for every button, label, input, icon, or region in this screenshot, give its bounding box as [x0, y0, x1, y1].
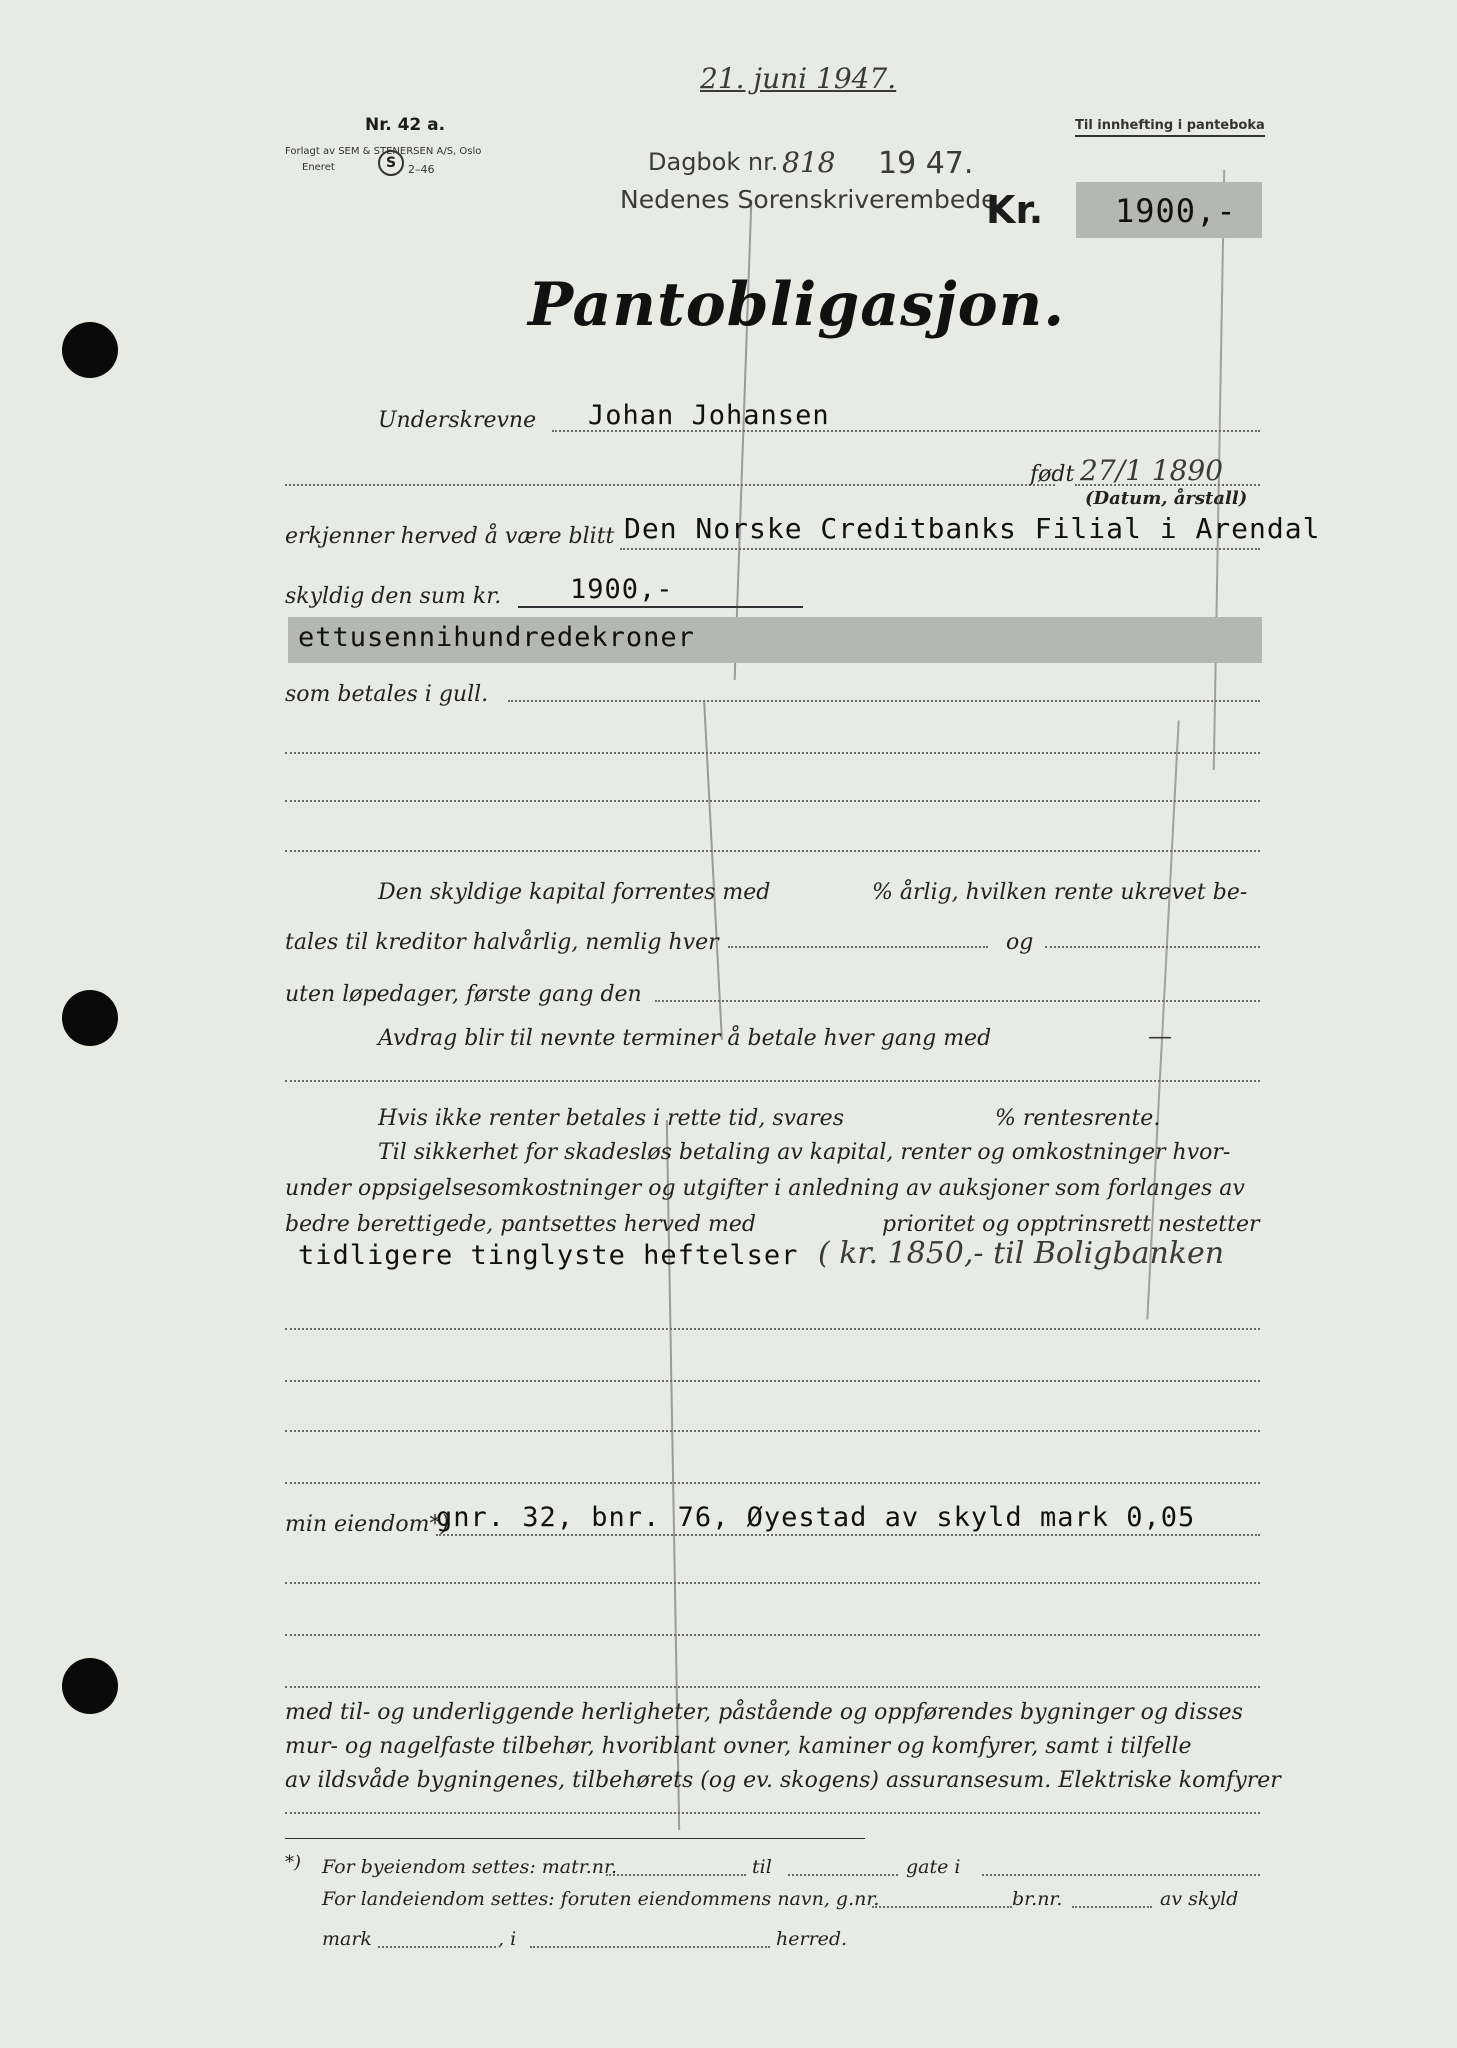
footnote-line2b: br.nr.	[1012, 1888, 1063, 1910]
form-number: Nr. 42 a.	[365, 115, 446, 135]
born-hint: (Datum, årstall)	[1085, 488, 1248, 509]
interest-line7: under oppsigelsesomkostninger og utgifter i anledning av auksjoner som forlanges av	[285, 1176, 1245, 1201]
punch-hole	[62, 322, 118, 378]
dagbok-number: 818	[782, 146, 836, 179]
interest-line2: tales til kreditor halvårlig, nemlig hver	[285, 930, 719, 955]
footnote-mark: *)	[285, 1852, 302, 1873]
document-title: Pantobligasjon.	[528, 270, 1066, 340]
punch-hole	[62, 990, 118, 1046]
footnote-line1c: gate i	[906, 1856, 961, 1878]
office-stamp: Nedenes Sorenskriverembede	[620, 185, 997, 214]
creditor-label: erkjenner herved å være blitt	[285, 524, 615, 549]
footnote-line3c: herred.	[776, 1928, 848, 1950]
property-para1: med til- og underliggende herligheter, påstående og oppførendes bygninger og disses	[285, 1700, 1243, 1725]
publisher-line: Forlagt av SEM & STENERSEN A/S, Oslo	[285, 146, 482, 157]
footnote-line2: For landeiendom settes: foruten eiendommens navn, g.nr.	[322, 1888, 880, 1910]
footnote-line2c: av skyld	[1160, 1888, 1239, 1910]
interest-line5b: % rentesrente.	[995, 1106, 1161, 1131]
property-para2: mur- og nagelfaste tilbehør, hvoriblant ovner, kaminer og komfyrer, samt i tilfelle	[285, 1734, 1192, 1759]
footnote-line3b: , i	[498, 1928, 517, 1950]
sum-label: skyldig den sum kr.	[285, 584, 502, 609]
interest-line1: Den skyldige kapital forrentes med	[378, 880, 771, 905]
footnote-line3: mark	[322, 1928, 372, 1950]
installment-value[interactable]: —	[1148, 1022, 1172, 1050]
footnote-rule	[285, 1838, 865, 1839]
footnote-line1: For byeiendom settes: matr.nr.	[322, 1856, 618, 1878]
sum-value[interactable]: 1900,-	[570, 574, 674, 605]
interest-line6: Til sikkerhet for skadesløs betaling av kapital, renter og omkostninger hvor-	[378, 1140, 1231, 1165]
sum-words[interactable]: ettusennihundredekroner	[298, 622, 695, 653]
dagbok-year: 19 47.	[878, 146, 974, 181]
handwritten-date: 21. juni 1947.	[700, 62, 897, 95]
interest-line3: uten løpedager, første gang den	[285, 982, 642, 1007]
dagbok-label: Dagbok nr.	[648, 148, 779, 176]
born-label: født	[1030, 462, 1075, 487]
undersigned-label: Underskrevne	[378, 408, 537, 433]
property-para3: av ildsvåde bygningenes, tilbehørets (og ev. skogens) assuransesum. Elektriske komfyrer	[285, 1768, 1281, 1793]
priority-handwritten: ( kr. 1850,- til Boligbanken	[818, 1236, 1225, 1271]
property-label: min eiendom*)	[285, 1512, 450, 1537]
paid-label: som betales i gull.	[285, 682, 489, 707]
kr-label: Kr.	[986, 188, 1044, 232]
kr-amount: 1900,-	[1115, 192, 1237, 230]
punch-hole	[62, 1658, 118, 1714]
interest-line8: bedre berettigede, pantsettes herved med	[285, 1212, 756, 1237]
interest-line5: Hvis ikke renter betales i rette tid, svares	[378, 1106, 844, 1131]
property-value[interactable]: gnr. 32, bnr. 76, Øyestad av skyld mark 0,05	[436, 1502, 1196, 1533]
publisher-code: 2–46	[408, 163, 435, 176]
binding-note: Til innhefting i panteboka	[1075, 118, 1265, 137]
creditor-value[interactable]: Den Norske Creditbanks Filial i Arendal	[624, 512, 1321, 545]
publisher-logo-icon: S	[378, 150, 404, 176]
footnote-line1b: til	[752, 1856, 772, 1878]
interest-line8b: prioritet og opptrinsrett nestetter	[882, 1212, 1260, 1237]
interest-line4: Avdrag blir til nevnte terminer å betale hver gang med	[378, 1026, 992, 1051]
interest-og: og	[1006, 930, 1034, 955]
priority-value[interactable]: tidligere tinglyste heftelser	[298, 1240, 799, 1271]
undersigned-value[interactable]: Johan Johansen	[588, 400, 830, 431]
publisher-eneret: Eneret	[302, 162, 335, 173]
interest-line1b: % årlig, hvilken rente ukrevet be-	[872, 880, 1248, 905]
born-value[interactable]: 27/1 1890	[1080, 454, 1224, 487]
